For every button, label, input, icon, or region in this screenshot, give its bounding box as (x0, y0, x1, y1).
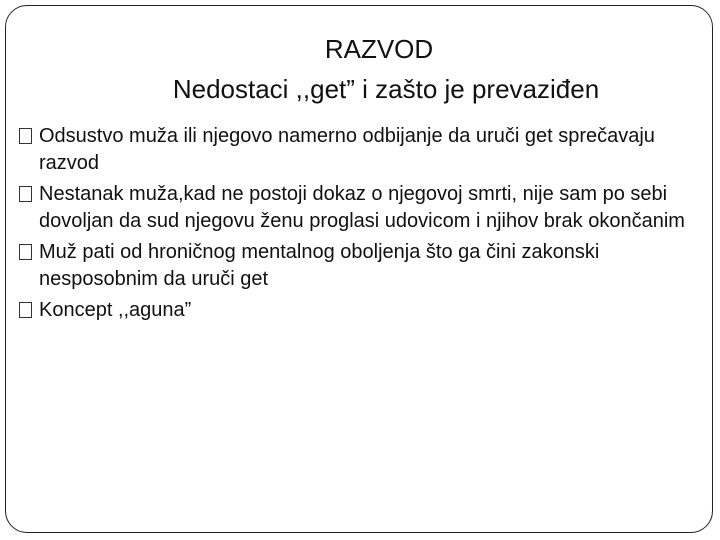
slide-subtitle: Nedostaci ,,get” i zašto je prevaziđen (172, 74, 600, 104)
list-item (19, 123, 709, 177)
square-bullet-icon (19, 128, 32, 144)
list-item (19, 239, 709, 293)
square-bullet-icon (19, 186, 32, 202)
bullet-text: Muž pati od hroničnog mentalnog oboljenja što ga čini zakonski nesposobnim da uruči get (39, 241, 600, 290)
list-item (19, 297, 709, 324)
square-bullet-icon (19, 244, 32, 260)
slide-title: RAZVOD (324, 34, 434, 64)
bullet-list (19, 123, 709, 328)
list-item (19, 181, 709, 235)
square-bullet-icon (19, 302, 32, 318)
bullet-text: Odsustvo muža ili njegovo namerno odbijanje da uruči get sprečavaju razvod (39, 125, 655, 174)
bullet-text: Nestanak muža,kad ne postoji dokaz o njegovoj smrti, nije sam po sebi dovoljan da sud njegovu ženu proglasi udovicom i njihov brak okončanim (39, 183, 685, 232)
bullet-text: Koncept ,,aguna” (39, 299, 192, 321)
slide-frame (5, 5, 713, 533)
